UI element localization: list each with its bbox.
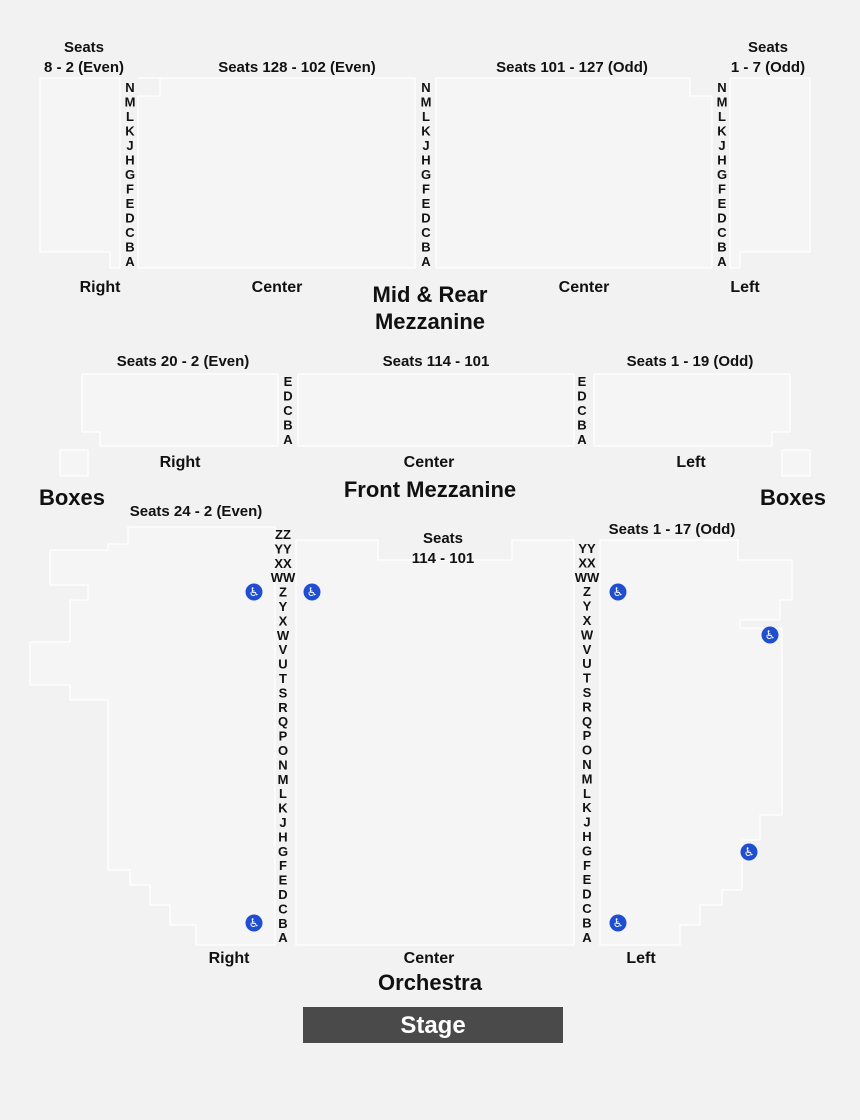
boxes-right-label: Boxes <box>759 485 827 510</box>
row-letter: D <box>577 388 587 404</box>
row-letter: H <box>717 152 727 168</box>
row-letter: A <box>125 254 135 269</box>
row-letter: J <box>583 814 591 830</box>
row-letter: E <box>283 374 293 389</box>
front-right-section[interactable] <box>82 374 278 446</box>
mezz-pos-right: Right <box>79 279 121 296</box>
row-letter: F <box>279 858 287 874</box>
row-letter: C <box>283 403 293 418</box>
row-letter: A <box>582 929 592 945</box>
orch-center-seats-label-line2: 114 - 101 <box>411 550 475 567</box>
row-letter: J <box>126 138 134 153</box>
row-letter: W <box>580 627 594 643</box>
row-letter: G <box>277 843 289 859</box>
row-letter: Q <box>581 713 593 729</box>
row-letter: O <box>581 742 593 758</box>
row-letter: H <box>582 829 592 844</box>
orch-row-letters-left-aisle <box>575 541 600 945</box>
mezz-pos-center-1: Center <box>251 279 303 296</box>
svg-text:♿: ♿ <box>612 916 624 930</box>
row-letter: W <box>276 627 290 643</box>
orch-pos-center: Center <box>403 950 455 967</box>
mezz-right-seats-label-line1: Seats <box>63 39 105 56</box>
row-letter: D <box>283 388 293 404</box>
mezz-pos-left: Left <box>730 279 760 296</box>
row-letter: C <box>125 225 135 240</box>
mezz-row-letters-1 <box>125 80 136 269</box>
mezz-left-seats-label-line2: 1 - 7 (Odd) <box>730 59 806 76</box>
svg-text:♿: ♿ <box>306 585 318 599</box>
row-letter: T <box>583 670 591 686</box>
row-letter: E <box>717 196 727 211</box>
front-row-letters-2 <box>577 374 587 447</box>
wheelchair-icon[interactable] <box>610 915 627 932</box>
row-letter: X <box>278 613 288 629</box>
row-letter: S <box>278 685 288 701</box>
row-letter: N <box>421 80 431 95</box>
row-letter: P <box>582 728 592 744</box>
row-letter: K <box>278 800 288 816</box>
row-letter: U <box>278 656 288 672</box>
stage-label: Stage <box>400 1012 466 1039</box>
row-letter: R <box>278 699 288 715</box>
row-letter: ZZ <box>275 527 291 542</box>
row-letter: F <box>126 181 134 197</box>
row-letter: C <box>577 403 587 418</box>
row-letter: E <box>421 196 431 211</box>
row-letter: K <box>421 123 431 139</box>
row-letter: C <box>582 901 592 916</box>
row-letter: E <box>582 872 592 888</box>
row-letter: F <box>422 181 430 197</box>
row-letter: B <box>125 239 135 255</box>
row-letter: J <box>422 138 430 153</box>
wheelchair-icon[interactable] <box>741 844 758 861</box>
row-letter: WW <box>270 570 296 586</box>
orch-pos-left: Left <box>626 950 656 967</box>
front-center-seats-label: Seats 114 - 101 <box>382 353 490 370</box>
mezz-center-right-seats-label: Seats 128 - 102 (Even) <box>218 59 376 76</box>
row-letter: N <box>717 80 727 95</box>
mezz-left-section[interactable] <box>730 78 810 268</box>
row-letter: A <box>577 432 587 447</box>
mezz-title-line1: Mid & Rear <box>372 282 488 307</box>
row-letter: YY <box>274 541 292 557</box>
orch-pos-right: Right <box>208 950 250 967</box>
orch-right-section[interactable] <box>30 527 275 945</box>
row-letter: M <box>277 771 289 787</box>
row-letter: V <box>278 642 288 658</box>
boxes-left-label: Boxes <box>38 485 106 510</box>
row-letter: S <box>582 685 592 700</box>
row-letter: A <box>283 432 293 447</box>
mezz-center-left-section[interactable] <box>436 78 712 268</box>
mezz-center-left-seats-label: Seats 101 - 127 (Odd) <box>496 59 648 76</box>
front-pos-center: Center <box>403 454 455 471</box>
row-letter: M <box>581 771 593 787</box>
row-letter: B <box>577 417 587 433</box>
row-letter: L <box>718 109 726 124</box>
svg-text:♿: ♿ <box>764 628 776 642</box>
row-letter: G <box>124 167 136 182</box>
row-letter: D <box>278 887 288 902</box>
row-letter: L <box>422 109 430 124</box>
stage <box>303 1007 563 1043</box>
front-left-section[interactable] <box>594 374 790 446</box>
mezz-row-letters-3 <box>717 80 728 269</box>
row-letter: L <box>279 786 287 802</box>
mezz-title-line2: Mezzanine <box>374 309 486 334</box>
wheelchair-icon[interactable] <box>304 584 321 601</box>
front-center-section[interactable] <box>298 374 574 446</box>
row-letter: YY <box>578 541 596 556</box>
wheelchair-icon[interactable] <box>246 584 263 601</box>
orch-left-seats-label: Seats 1 - 17 (Odd) <box>608 521 736 538</box>
row-letter: Y <box>582 598 592 614</box>
row-letter: B <box>283 417 293 433</box>
row-letter: M <box>124 94 136 110</box>
row-letter: J <box>718 138 726 153</box>
orch-title: Orchestra <box>378 970 482 995</box>
front-row-letters-1 <box>283 374 293 447</box>
row-letter: D <box>125 210 135 226</box>
row-letter: K <box>717 123 727 139</box>
row-letter: B <box>421 239 431 255</box>
row-letter: A <box>717 254 727 269</box>
svg-text:♿: ♿ <box>743 845 755 859</box>
row-letter: C <box>717 225 727 240</box>
row-letter: K <box>582 800 592 816</box>
front-pos-left: Left <box>676 454 706 471</box>
row-letter: H <box>125 152 135 168</box>
front-title: Front Mezzanine <box>343 477 517 502</box>
row-letter: Z <box>583 584 591 600</box>
mezz-center-right-section[interactable] <box>138 78 415 268</box>
row-letter: G <box>581 843 593 859</box>
mezz-left-seats-label-line1: Seats <box>747 39 789 56</box>
mezz-row-letters-2 <box>421 80 432 269</box>
row-letter: N <box>582 757 592 772</box>
front-left-seats-label: Seats 1 - 19 (Odd) <box>626 353 754 370</box>
row-letter: N <box>278 757 288 773</box>
row-letter: C <box>421 225 431 240</box>
row-letter: R <box>582 699 592 715</box>
wheelchair-icon[interactable] <box>610 584 627 601</box>
orch-center-section[interactable] <box>296 540 574 945</box>
row-letter: G <box>420 167 432 182</box>
row-letter: C <box>278 901 288 917</box>
row-letter: H <box>278 829 288 845</box>
orch-center-seats-label-line1: Seats <box>422 530 464 547</box>
row-letter: T <box>279 671 287 686</box>
mezz-right-seats-label-line2: 8 - 2 (Even) <box>43 59 125 76</box>
row-letter: D <box>582 886 592 902</box>
row-letter: L <box>126 109 134 124</box>
row-letter: E <box>577 374 587 389</box>
row-letter: K <box>125 123 135 139</box>
row-letter: M <box>716 94 728 110</box>
row-letter: E <box>125 196 135 211</box>
box-left[interactable] <box>60 450 88 476</box>
row-letter: F <box>718 181 726 197</box>
row-letter: F <box>583 857 591 873</box>
row-letter: L <box>583 785 591 801</box>
svg-text:♿: ♿ <box>612 585 624 599</box>
front-right-seats-label: Seats 20 - 2 (Even) <box>116 353 250 370</box>
box-right[interactable] <box>782 450 810 476</box>
row-letter: O <box>277 743 289 758</box>
row-letter: XX <box>274 555 292 571</box>
row-letter: D <box>717 210 727 226</box>
wheelchair-icon[interactable] <box>246 915 263 932</box>
row-letter: J <box>279 815 287 830</box>
row-letter: D <box>421 210 431 226</box>
row-letter: X <box>582 613 592 628</box>
row-letter: B <box>582 915 592 931</box>
mezz-pos-center-2: Center <box>558 279 610 296</box>
row-letter: E <box>278 872 288 888</box>
orch-left-section[interactable] <box>600 540 792 945</box>
orch-right-seats-label: Seats 24 - 2 (Even) <box>129 503 263 520</box>
row-letter: Q <box>277 714 289 730</box>
row-letter: U <box>582 656 592 672</box>
row-letter: M <box>420 94 432 110</box>
row-letter: B <box>278 915 288 931</box>
row-letter: H <box>421 152 431 168</box>
row-letter: V <box>582 641 592 657</box>
mezz-right-section[interactable] <box>40 78 120 268</box>
wheelchair-icon[interactable] <box>762 627 779 644</box>
row-letter: WW <box>574 569 600 585</box>
row-letter: A <box>278 930 288 946</box>
front-pos-right: Right <box>159 454 201 471</box>
row-letter: G <box>716 167 728 182</box>
row-letter: P <box>278 728 288 744</box>
row-letter: Z <box>279 584 287 600</box>
row-letter: B <box>717 239 727 255</box>
svg-text:♿: ♿ <box>248 916 260 930</box>
row-letter: Y <box>278 599 288 614</box>
svg-text:♿: ♿ <box>248 585 260 599</box>
row-letter: A <box>421 254 431 269</box>
row-letter: XX <box>578 555 596 571</box>
row-letter: N <box>125 80 135 95</box>
